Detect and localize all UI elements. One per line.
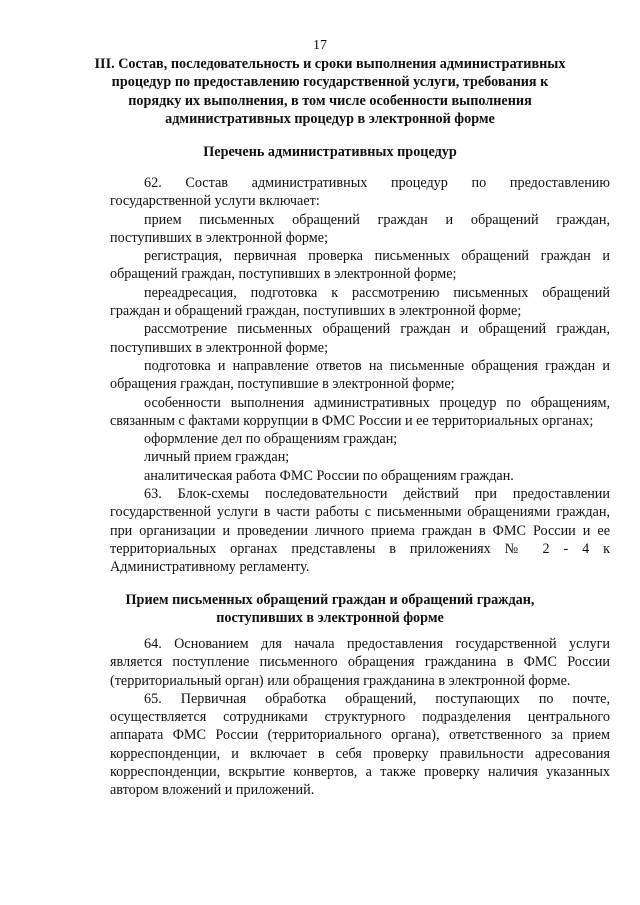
subheading-reception: Прием письменных обращений граждан и обращений граждан, поступивших в электронной форме (125, 592, 535, 627)
paragraph: 64. Основанием для начала предоставления государственной услуги является поступление письменного обращения гражданина в ФМС России (территориальный орган) или обращения гражданина в электронной форме. (110, 636, 610, 689)
reception-block (110, 635, 610, 800)
list-item: оформление дел по обращениям граждан; (144, 431, 398, 448)
page-number: 17 (313, 38, 327, 53)
paragraph: 63. Блок-схемы последовательности действий при предоставлении государственной услуги в части работы с письменными обращениями граждан, при организации и проведении личного приема граждан в ФМС России и ее территориальных органах представлены в приложениях № 2 - 4 к Административному регламенту. (110, 486, 610, 576)
list-item: рассмотрение письменных обращений граждан и обращений граждан, поступивших в электронной форме; (110, 321, 610, 356)
list-item: аналитическая работа ФМС России по обращениям граждан. (144, 467, 514, 484)
list-item: регистрация, первичная проверка письменных обращений граждан и обращений граждан, поступивших в электронной форме; (110, 248, 610, 283)
subheading-procedures-list: Перечень административных процедур (203, 144, 457, 160)
list-item: прием письменных обращений граждан и обращений граждан, поступивших в электронной форме; (110, 211, 610, 246)
list-item: подготовка и направление ответов на письменные обращения граждан и обращения граждан, поступившие в электронной форме; (110, 357, 610, 393)
procedures-list-block (110, 174, 610, 577)
list-item: личный прием граждан; (144, 449, 290, 466)
paragraph: 62. Состав административных процедур по предоставлению государственной услуги включает: (110, 175, 610, 210)
paragraph: 65. Первичная обработка обращений, поступающих по почте, осуществляется сотрудниками структурного подразделения центрального аппарата ФМС России (территориального органа), ответственного за прием корреспонденции, и включает в себя проверку правильности адресования корреспонденции, вскрытие конвертов, а также проверку наличия указанных автором вложений и приложений. (110, 690, 610, 799)
list-item: переадресация, подготовка к рассмотрению письменных обращений граждан и обращений граждан, поступивших в электронной форме; (110, 284, 610, 320)
section-title: III. Состав, последовательность и сроки выполнения административных процедур по предоставлению государственной услуги, требования к порядку их выполнения, в том числе особенности выполнения административных процедур в электронной форме (94, 56, 566, 127)
list-item: особенности выполнения административных процедур по обращениям, связанным с фактами коррупции в ФМС России и ее территориальных органах; (110, 394, 610, 429)
